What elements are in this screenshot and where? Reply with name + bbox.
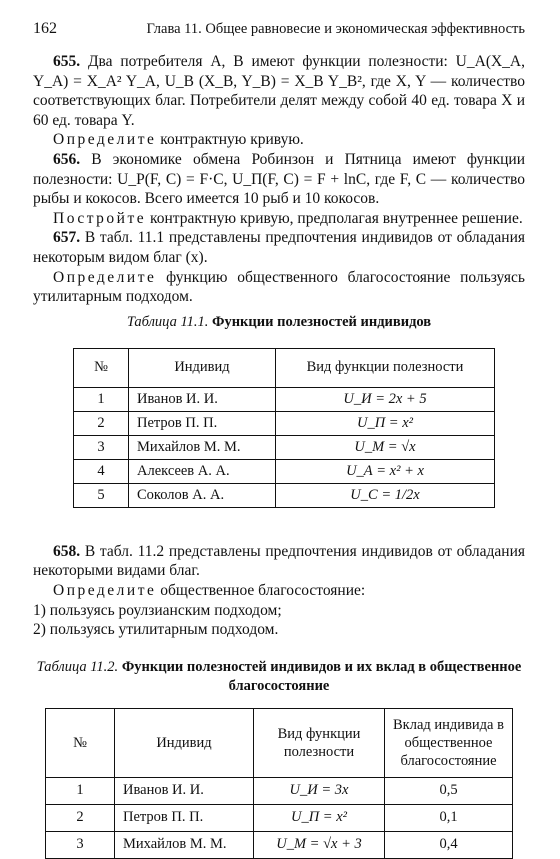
cell-name: Алексеев А. А. [129,459,276,483]
caption-label: Таблица 11.2. [36,658,119,675]
caption-title: Функции полезностей индивидов [212,313,432,330]
header-cell: Индивид [129,348,276,387]
table-header-row [74,348,495,387]
cell-num: 4 [74,459,129,483]
task-text: общественное благосостояние: [160,581,366,599]
problem-656-task [33,209,525,229]
cell-formula: U_А = x² + x [276,459,495,483]
task-text: контрактную кривую, предполагая внутреннее решение. [150,209,523,227]
table-11-1 [73,348,495,508]
table-11-2-caption [33,658,525,696]
cell-num: 3 [74,435,129,459]
chapter-title: Глава 11. Общее равновесие и экономическая эффективность [146,21,525,37]
table-11-1-caption [33,313,525,332]
task-text: контрактную кривую. [160,131,304,149]
list-item: 2) пользуясь утилитарным подходом. [33,621,279,639]
cell-name: Петров П. П. [115,804,254,831]
task-verb: Определите [53,268,157,286]
table-row [74,411,495,435]
table-row [74,387,495,411]
cell-num: 1 [46,777,115,804]
table-row [74,483,495,507]
cell-num: 5 [74,483,129,507]
header-cell: Вклад индивида в общественное благосостояние [385,708,513,777]
header-cell: Вид функции полезности [254,708,385,777]
problem-number: 658. [53,542,81,560]
problem-655-task [33,130,525,150]
task-verb: Определите [53,131,157,149]
cell-name: Соколов А. А. [129,483,276,507]
cell-formula: U_П = x² [276,411,495,435]
header-cell: Индивид [115,708,254,777]
header-cell: Вид функции полезности [276,348,495,387]
cell-name: Иванов И. И. [129,387,276,411]
cell-name: Иванов И. И. [115,777,254,804]
problem-657-task [33,268,525,307]
table-11-2 [45,708,513,859]
cell-formula: U_М = √x + 3 [254,831,385,858]
problem-number: 656. [53,150,81,168]
problem-text: В табл. 11.2 представлены предпочтения индивидов от обладания некоторыми видами благ. [33,542,525,580]
problem-text: Два потребителя A, B имеют функции полезности: U_A(X_A, Y_A) = X_A² Y_A, U_B (X_B, Y_B) = X_B Y_B², где X, Y — количество соответствующих благ. Потребители делят между собой 40 ед. товара X и 60 ед. товара Y. [33,53,525,129]
table-row [46,804,513,831]
cell-num: 1 [74,387,129,411]
task-verb: Определите [53,581,157,599]
cell-weight: 0,1 [385,804,513,831]
task-verb: Постройте [53,209,147,227]
problem-655 [33,52,525,130]
problem-number: 657. [53,229,81,247]
problem-number: 655. [53,53,81,70]
header-cell: № [74,348,129,387]
page-number: 162 [33,20,57,37]
cell-name: Михайлов М. М. [129,435,276,459]
cell-num: 2 [74,411,129,435]
cell-num: 2 [46,804,115,831]
table-row [46,777,513,804]
caption-title: Функции полезностей индивидов и их вклад в общественное благосостояние [121,658,522,694]
list-item: 1) пользуясь роулзианским подходом; [33,601,282,619]
header-cell: № [46,708,115,777]
problem-text: В табл. 11.1 представлены предпочтения индивидов от обладания некоторым видом благ (x). [33,229,525,266]
problem-656 [33,150,525,209]
book-page [33,20,525,859]
cell-name: Петров П. П. [129,411,276,435]
problem-657 [33,228,525,267]
problem-658 [33,542,525,581]
cell-formula: U_И = 3x [254,777,385,804]
table-header-row [46,708,513,777]
cell-formula: U_М = √x [276,435,495,459]
table-row [46,831,513,858]
problem-text: В экономике обмена Робинзон и Пятница имеют функции полезности: U_P(F, C) = F·C, U_П(F, C) = F + lnC, где F, C — количество рыбы и кокосов. Всего имеется 10 рыб и 10 кокосов. [33,150,525,208]
cell-num: 3 [46,831,115,858]
table-row [74,435,495,459]
task-text: функцию общественного благосостояние пользуясь утилитарным подходом. [33,268,525,306]
caption-label: Таблица 11.1. [126,313,209,330]
table-row [74,459,495,483]
page-header [33,20,525,38]
cell-formula: U_С = 1/2x [276,483,495,507]
cell-formula: U_И = 2x + 5 [276,387,495,411]
task-list [33,601,525,640]
problem-658-task [33,581,525,601]
cell-weight: 0,4 [385,831,513,858]
cell-name: Михайлов М. М. [115,831,254,858]
cell-formula: U_П = x² [254,804,385,831]
cell-weight: 0,5 [385,777,513,804]
